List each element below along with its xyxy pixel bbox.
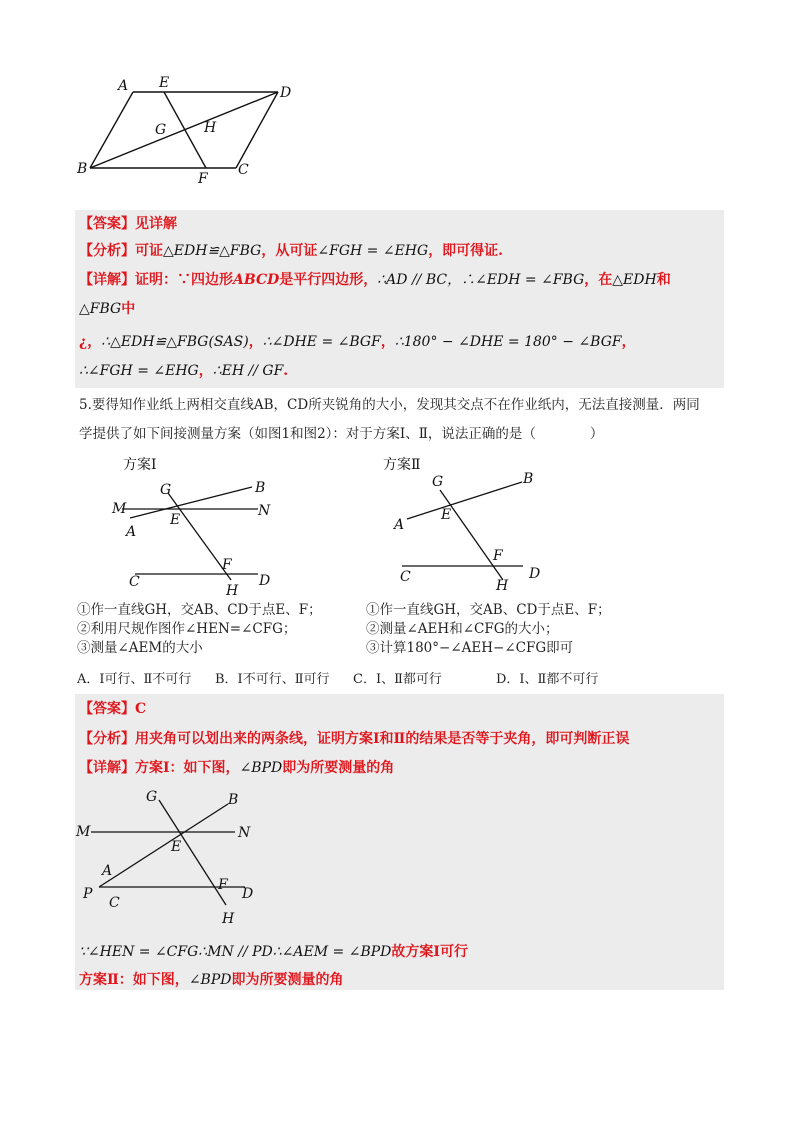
label-G: G [155,122,167,138]
option-c: C．Ⅰ、Ⅱ都可行 [353,672,442,687]
conclusion-line [79,943,468,961]
detail-label: 【详解】 [79,760,135,776]
analysis-label: 【分析】 [79,243,135,259]
answer-label: 【答案】 [79,216,135,232]
label-A: A [126,524,137,540]
label-C: C [238,162,249,178]
label-E: E [171,839,182,855]
detail-label: 【详解】 [79,272,135,288]
solution-figure [70,782,270,932]
label-M: M [76,824,91,840]
answer-2-line [79,700,146,718]
analysis-part: ，从可证 [261,243,318,259]
label-N: N [258,503,271,519]
scheme-2-figure [375,450,575,600]
label-H: H [222,911,235,927]
detail-math: ∴∠FGH = ∠EHG [79,363,199,379]
analysis-part: 可证 [135,243,163,259]
detail-line-2 [79,300,135,318]
conclusion-math: ∴∠AEM = ∠BPD [272,944,392,960]
detail-part: ， [380,334,395,350]
detail-math: ∴EH // GF [212,363,284,379]
scheme-2-math: ∠BPD [188,972,232,988]
detail-part: . [283,363,289,379]
detail-math: ∠BPD [239,760,283,776]
label-N: N [238,825,251,841]
detail-2-line [79,759,394,777]
scheme-2-title: 方案Ⅱ [383,457,421,473]
label-C: C [129,574,140,590]
question-5-line-1: 5.要得知作业纸上两相交直线AB，CD所夹锐角的大小，发现其交点不在作业纸内，无法直接测量．两同 [79,397,700,413]
scheme-2-text: 方案Ⅱ：如下图， [79,972,189,988]
detail-part: 是平行四边形， [279,272,378,288]
analysis-2-line [79,730,629,748]
detail-part: 中 [121,301,136,317]
detail-part: ， [621,334,636,350]
label-F: F [218,877,228,893]
label-F: F [222,557,232,573]
label-B: B [255,480,266,496]
label-B: B [77,161,88,177]
scheme-1-step-1: ①作一直线GH，交AB、CD于点E、F； [77,602,322,618]
answer-text: 见详解 [135,216,177,232]
detail-part: 和 [656,272,671,288]
detail-math: ∴∠DHE = ∠BGF [262,334,381,350]
label-E: E [170,512,181,528]
label-A: A [102,863,113,879]
detail-line-4 [79,362,288,380]
label-H: H [204,120,217,136]
label-C: C [400,569,411,585]
label-D: D [280,85,292,101]
detail-part: 即为所要测量的角 [282,760,395,776]
label-P: P [83,886,93,902]
parallelogram-figure [70,70,310,190]
conclusion-text: 故方案Ⅰ可行 [391,944,468,960]
label-F: F [198,171,208,187]
option-a: A．Ⅰ可行、Ⅱ不可行 [77,672,192,687]
detail-math: ∴AD // BC，∴∠EDH = ∠FBG [377,272,585,288]
label-G: G [160,482,172,498]
label-G: G [146,789,158,805]
answer-text: C [135,701,147,717]
detail-part: ，在 [584,272,613,288]
detail-line-1 [79,271,671,289]
detail-part: 证明：∵四边形 [135,272,233,288]
label-M: M [112,501,127,517]
question-5-line-2: 学提供了如下间接测量方案（如图1和图2）：对于方案Ⅰ、Ⅱ，说法正确的是（ ） [79,426,604,442]
label-D: D [529,566,541,582]
label-H: H [496,578,509,594]
conclusion-math: ∴MN // PD [198,944,273,960]
option-b: B．Ⅰ不可行、Ⅱ可行 [215,672,330,687]
detail-part: ， [198,363,213,379]
conclusion-math: ∵∠HEN = ∠CFG [79,944,199,960]
label-A: A [118,78,129,94]
detail-math: ∴△EDH≌△FBG(SAS) [101,334,249,350]
detail-part: ， [248,334,263,350]
label-D: D [242,886,254,902]
label-H: H [226,583,239,599]
label-A: A [394,517,405,533]
label-D: D [259,573,271,589]
option-d: D．Ⅰ、Ⅱ都不可行 [496,672,599,687]
detail-math: △FBG [79,301,122,317]
scheme-1-step-3: ③测量∠AEM的大小 [77,640,203,656]
label-E: E [441,507,452,523]
label-C: C [109,895,120,911]
analysis-math: ∠FGH = ∠EHG [317,243,429,259]
scheme-1-figure [100,450,300,600]
detail-part: ¿， [79,334,102,350]
analysis-math: △EDH≌△FBG [163,243,262,259]
label-E: E [159,75,170,91]
scheme-1-title: 方案Ⅰ [123,457,157,473]
label-B: B [228,792,239,808]
answer-line [79,215,177,233]
scheme-2-text: 即为所要测量的角 [231,972,344,988]
analysis-part: ，即可得证. [428,243,504,259]
detail-math: ∴180° − ∠DHE = 180° − ∠BGF [394,334,622,350]
analysis-line [79,242,503,260]
detail-math: △EDH [612,272,657,288]
analysis-label: 【分析】 [79,731,135,747]
detail-line-3 [79,333,636,351]
scheme-1-step-2: ②利用尺规作图作∠HEN=∠CFG； [77,621,297,637]
scheme-2-line [79,971,343,989]
detail-math: ABCD [233,272,280,288]
label-G: G [432,474,444,490]
scheme-2-step-3: ③计算180°−∠AEH−∠CFG即可 [366,640,574,656]
scheme-2-step-1: ①作一直线GH，交AB、CD于点E、F； [366,602,611,618]
scheme-2-step-2: ②测量∠AEH和∠CFG的大小； [366,621,559,637]
answer-label: 【答案】 [79,701,135,717]
label-B: B [523,471,534,487]
detail-part: 方案Ⅰ：如下图， [135,760,240,776]
analysis-text: 用夹角可以划出来的两条线，证明方案Ⅰ和Ⅱ的结果是否等于夹角，即可判断正误 [135,731,630,747]
label-F: F [493,548,503,564]
